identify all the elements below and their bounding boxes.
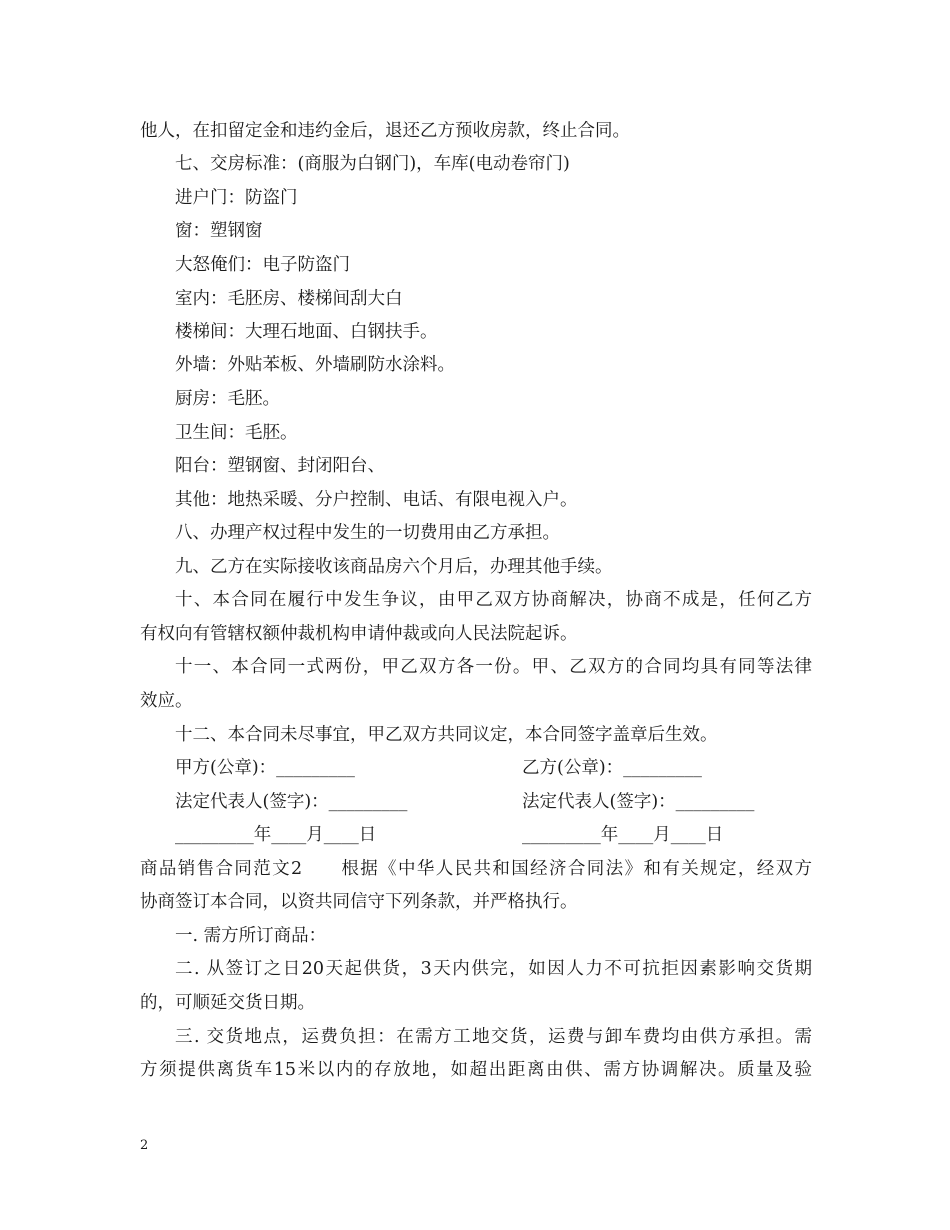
- party-b-seal: 乙方(公章)：_________: [522, 758, 702, 778]
- clause-7-heading: 七、交房标准：(商服为白钢门)，车库(电动卷帘门): [175, 154, 570, 174]
- clause-9: 九、乙方在实际接收该商品房六个月后，办理其他手续。: [175, 557, 613, 577]
- party-a-seal: 甲方(公章)：_________: [175, 758, 355, 778]
- spec-main-door: 大怒俺们：电子防盗门: [175, 255, 350, 275]
- spec-entry-door: 进户门：防盗门: [175, 188, 298, 208]
- item-2-line-2: 的，可顺延交货日期。: [140, 993, 315, 1013]
- spec-interior: 室内：毛胚房、楼梯间刮大白: [175, 289, 403, 309]
- clause-12: 十二、本合同未尽事宜，甲乙双方共同议定，本合同签字盖章后生效。: [175, 725, 718, 745]
- item-3-line-1: 三. 交货地点，运费负担：在需方工地交货，运费与卸车费均由供方承担。需: [175, 1027, 812, 1047]
- template-2-intro-line-2: 协商签订本合同，以资共同信守下列条款，并严格执行。: [140, 892, 578, 912]
- party-b-date: _________年____月____日: [522, 825, 724, 845]
- spec-stairwell: 楼梯间：大理石地面、白钢扶手。: [175, 322, 438, 342]
- spec-bathroom: 卫生间：毛胚。: [175, 423, 298, 443]
- page-number: 2: [140, 1138, 149, 1153]
- clause-11-line-2: 效应。: [140, 691, 193, 711]
- spec-other: 其他：地热采暖、分户控制、电话、有限电视入户。: [175, 490, 578, 510]
- template-2-intro-line-1: 商品销售合同范文2 根据《中华人民共和国经济合同法》和有关规定，经双方: [140, 859, 812, 879]
- clause-11-line-1: 十一、本合同一式两份，甲乙双方各一份。甲、乙双方的合同均具有同等法律: [175, 657, 812, 677]
- item-1: 一. 需方所订商品：: [175, 926, 327, 946]
- party-a-date: _________年____月____日: [175, 825, 377, 845]
- item-3-line-2: 方须提供离货车15米以内的存放地，如超出距离由供、需方协调解决。质量及验: [140, 1060, 812, 1080]
- paragraph-line: 他人，在扣留定金和违约金后，退还乙方预收房款，终止合同。: [140, 121, 630, 141]
- spec-exterior-wall: 外墙：外贴苯板、外墙刷防水涂料。: [175, 355, 455, 375]
- clause-10-line-2: 有权向有管辖权额仲裁机构申请仲裁或向人民法院起诉。: [140, 624, 578, 644]
- spec-window: 窗：塑钢窗: [175, 221, 263, 241]
- clause-10-line-1: 十、本合同在履行中发生争议，由甲乙双方协商解决，协商不成是，任何乙方: [175, 590, 812, 610]
- spec-kitchen: 厨房：毛胚。: [175, 389, 280, 409]
- clause-8: 八、办理产权过程中发生的一切费用由乙方承担。: [175, 523, 560, 543]
- item-2-line-1: 二. 从签订之日20天起供货，3天内供完，如因人力不可抗拒因素影响交货期: [175, 959, 812, 979]
- spec-balcony: 阳台：塑钢窗、封闭阳台、: [175, 456, 385, 476]
- party-a-representative: 法定代表人(签字)：_________: [175, 792, 408, 812]
- party-b-representative: 法定代表人(签字)：_________: [522, 792, 755, 812]
